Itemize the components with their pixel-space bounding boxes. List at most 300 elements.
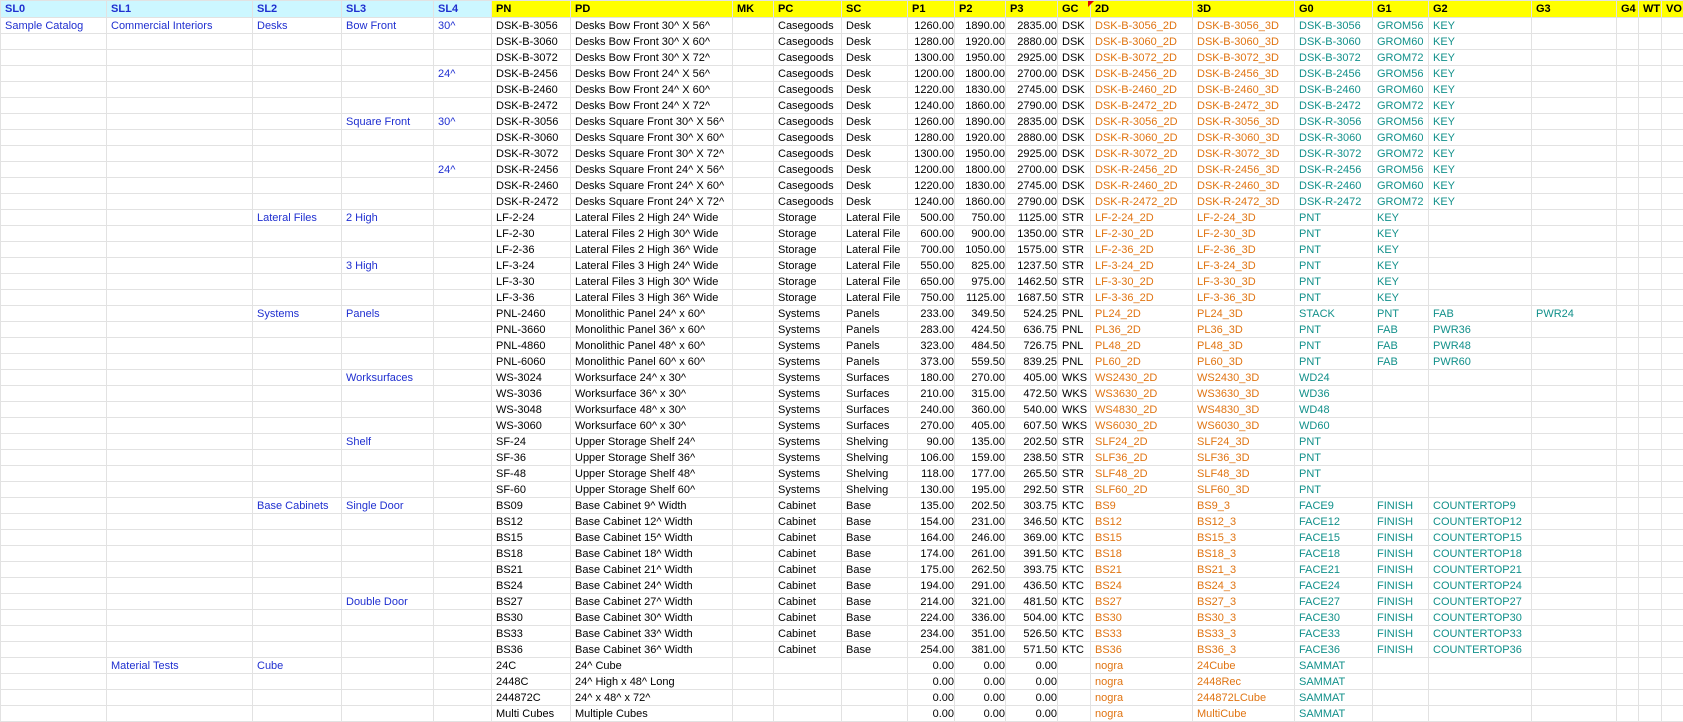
cell-wt[interactable]: [1639, 370, 1662, 386]
cell-p1[interactable]: 106.00: [908, 450, 955, 466]
cell-pn[interactable]: DSK-R-3056: [492, 114, 571, 130]
cell-mk[interactable]: [733, 162, 774, 178]
cell-2d[interactable]: DSK-B-2460_2D: [1091, 82, 1193, 98]
cell-g3[interactable]: [1532, 226, 1617, 242]
cell-sl2[interactable]: [253, 386, 342, 402]
cell-vo[interactable]: [1662, 258, 1683, 274]
cell-pn[interactable]: DSK-B-3060: [492, 34, 571, 50]
cell-sl3[interactable]: [342, 354, 434, 370]
cell-sl4[interactable]: [434, 274, 492, 290]
cell-g4[interactable]: [1617, 482, 1639, 498]
cell-p1[interactable]: 130.00: [908, 482, 955, 498]
cell-wt[interactable]: [1639, 706, 1662, 722]
cell-g3[interactable]: [1532, 290, 1617, 306]
cell-2d[interactable]: BS21: [1091, 562, 1193, 578]
cell-g0[interactable]: STACK: [1295, 306, 1373, 322]
cell-sl3[interactable]: [342, 578, 434, 594]
cell-2d[interactable]: DSK-R-3056_2D: [1091, 114, 1193, 130]
cell-pd[interactable]: Base Cabinet 24^ Width: [571, 578, 733, 594]
cell-p3[interactable]: 1575.00: [1006, 242, 1058, 258]
cell-g3[interactable]: [1532, 546, 1617, 562]
cell-wt[interactable]: [1639, 386, 1662, 402]
cell-sc[interactable]: [842, 674, 908, 690]
cell-g1[interactable]: GROM60: [1373, 82, 1429, 98]
cell-gc[interactable]: PNL: [1058, 306, 1091, 322]
cell-sl4[interactable]: [434, 626, 492, 642]
cell-p1[interactable]: 1260.00: [908, 18, 955, 34]
cell-sc[interactable]: Surfaces: [842, 386, 908, 402]
cell-sl4[interactable]: [434, 178, 492, 194]
cell-g0[interactable]: FACE33: [1295, 626, 1373, 642]
cell-g3[interactable]: [1532, 130, 1617, 146]
cell-sc[interactable]: Desk: [842, 66, 908, 82]
cell-g4[interactable]: [1617, 34, 1639, 50]
cell-g0[interactable]: DSK-B-2472: [1295, 98, 1373, 114]
cell-pd[interactable]: Desks Square Front 30^ X 56^: [571, 114, 733, 130]
cell-g1[interactable]: GROM56: [1373, 18, 1429, 34]
cell-g0[interactable]: SAMMAT: [1295, 706, 1373, 722]
cell-sl0[interactable]: [1, 594, 107, 610]
cell-sl3[interactable]: Double Door: [342, 594, 434, 610]
cell-pn[interactable]: PNL-4860: [492, 338, 571, 354]
cell-g1[interactable]: [1373, 434, 1429, 450]
cell-p2[interactable]: 1800.00: [955, 66, 1006, 82]
cell-g4[interactable]: [1617, 178, 1639, 194]
cell-p1[interactable]: 1200.00: [908, 162, 955, 178]
cell-sl4[interactable]: 30^: [434, 18, 492, 34]
cell-g0[interactable]: DSK-B-3072: [1295, 50, 1373, 66]
cell-gc[interactable]: [1058, 658, 1091, 674]
cell-sl0[interactable]: [1, 66, 107, 82]
cell-g4[interactable]: [1617, 194, 1639, 210]
cell-vo[interactable]: [1662, 594, 1683, 610]
cell-sl4[interactable]: [434, 306, 492, 322]
cell-sl0[interactable]: [1, 402, 107, 418]
cell-pc[interactable]: [774, 658, 842, 674]
cell-sl0[interactable]: [1, 386, 107, 402]
cell-p2[interactable]: 559.50: [955, 354, 1006, 370]
cell-pd[interactable]: Upper Storage Shelf 48^: [571, 466, 733, 482]
cell-sl4[interactable]: [434, 706, 492, 722]
cell-pc[interactable]: Systems: [774, 434, 842, 450]
cell-g0[interactable]: FACE27: [1295, 594, 1373, 610]
cell-sl2[interactable]: [253, 578, 342, 594]
cell-p1[interactable]: 175.00: [908, 562, 955, 578]
cell-pn[interactable]: BS30: [492, 610, 571, 626]
cell-p2[interactable]: 135.00: [955, 434, 1006, 450]
cell-sl4[interactable]: [434, 674, 492, 690]
cell-sl0[interactable]: [1, 578, 107, 594]
cell-pc[interactable]: Cabinet: [774, 642, 842, 658]
cell-sl0[interactable]: Sample Catalog: [1, 18, 107, 34]
cell-3d[interactable]: PL48_3D: [1193, 338, 1295, 354]
cell-3d[interactable]: BS15_3: [1193, 530, 1295, 546]
cell-2d[interactable]: LF-3-36_2D: [1091, 290, 1193, 306]
cell-g2[interactable]: [1429, 690, 1532, 706]
cell-2d[interactable]: SLF36_2D: [1091, 450, 1193, 466]
cell-pd[interactable]: Lateral Files 2 High 30^ Wide: [571, 226, 733, 242]
cell-g4[interactable]: [1617, 594, 1639, 610]
cell-p3[interactable]: 0.00: [1006, 706, 1058, 722]
cell-2d[interactable]: BS30: [1091, 610, 1193, 626]
cell-g4[interactable]: [1617, 370, 1639, 386]
cell-g2[interactable]: [1429, 706, 1532, 722]
cell-p2[interactable]: 825.00: [955, 258, 1006, 274]
cell-p1[interactable]: 270.00: [908, 418, 955, 434]
cell-g0[interactable]: DSK-R-3056: [1295, 114, 1373, 130]
cell-sl2[interactable]: [253, 546, 342, 562]
cell-p2[interactable]: 177.00: [955, 466, 1006, 482]
cell-mk[interactable]: [733, 610, 774, 626]
cell-sl3[interactable]: [342, 466, 434, 482]
cell-pd[interactable]: Base Cabinet 18^ Width: [571, 546, 733, 562]
cell-3d[interactable]: PL24_3D: [1193, 306, 1295, 322]
cell-mk[interactable]: [733, 354, 774, 370]
cell-gc[interactable]: STR: [1058, 210, 1091, 226]
cell-sl2[interactable]: Systems: [253, 306, 342, 322]
cell-2d[interactable]: DSK-B-3072_2D: [1091, 50, 1193, 66]
cell-pn[interactable]: SF-60: [492, 482, 571, 498]
cell-pn[interactable]: LF-3-24: [492, 258, 571, 274]
cell-sl0[interactable]: [1, 562, 107, 578]
cell-g1[interactable]: [1373, 402, 1429, 418]
cell-sl2[interactable]: [253, 338, 342, 354]
cell-sl2[interactable]: [253, 434, 342, 450]
cell-sl4[interactable]: 24^: [434, 162, 492, 178]
cell-wt[interactable]: [1639, 130, 1662, 146]
cell-2d[interactable]: WS3630_2D: [1091, 386, 1193, 402]
cell-sc[interactable]: Surfaces: [842, 418, 908, 434]
cell-sl4[interactable]: [434, 466, 492, 482]
cell-vo[interactable]: [1662, 498, 1683, 514]
cell-g1[interactable]: KEY: [1373, 274, 1429, 290]
cell-gc[interactable]: DSK: [1058, 114, 1091, 130]
cell-sl4[interactable]: [434, 386, 492, 402]
cell-g1[interactable]: [1373, 658, 1429, 674]
cell-sl3[interactable]: [342, 322, 434, 338]
cell-sc[interactable]: Desk: [842, 34, 908, 50]
cell-g4[interactable]: [1617, 82, 1639, 98]
cell-sl3[interactable]: 3 High: [342, 258, 434, 274]
cell-sl3[interactable]: [342, 562, 434, 578]
cell-pd[interactable]: Base Cabinet 36^ Width: [571, 642, 733, 658]
cell-gc[interactable]: KTC: [1058, 562, 1091, 578]
cell-mk[interactable]: [733, 210, 774, 226]
cell-g2[interactable]: KEY: [1429, 98, 1532, 114]
cell-pn[interactable]: BS21: [492, 562, 571, 578]
cell-wt[interactable]: [1639, 98, 1662, 114]
cell-sl3[interactable]: [342, 546, 434, 562]
cell-p3[interactable]: 2700.00: [1006, 66, 1058, 82]
cell-g2[interactable]: [1429, 370, 1532, 386]
cell-pc[interactable]: [774, 674, 842, 690]
cell-vo[interactable]: [1662, 482, 1683, 498]
cell-g3[interactable]: [1532, 466, 1617, 482]
cell-g4[interactable]: [1617, 290, 1639, 306]
cell-sl1[interactable]: [107, 194, 253, 210]
cell-g3[interactable]: [1532, 514, 1617, 530]
cell-2d[interactable]: DSK-B-2472_2D: [1091, 98, 1193, 114]
cell-vo[interactable]: [1662, 610, 1683, 626]
cell-gc[interactable]: [1058, 706, 1091, 722]
cell-g4[interactable]: [1617, 274, 1639, 290]
cell-pc[interactable]: Casegoods: [774, 50, 842, 66]
cell-sl2[interactable]: Desks: [253, 18, 342, 34]
cell-vo[interactable]: [1662, 642, 1683, 658]
cell-sl2[interactable]: [253, 354, 342, 370]
cell-sl4[interactable]: [434, 594, 492, 610]
cell-pd[interactable]: Desks Bow Front 24^ X 56^: [571, 66, 733, 82]
cell-pc[interactable]: Systems: [774, 402, 842, 418]
cell-p3[interactable]: 1125.00: [1006, 210, 1058, 226]
cell-p1[interactable]: 0.00: [908, 674, 955, 690]
cell-pc[interactable]: Cabinet: [774, 578, 842, 594]
cell-g1[interactable]: [1373, 466, 1429, 482]
cell-p2[interactable]: 900.00: [955, 226, 1006, 242]
cell-g4[interactable]: [1617, 18, 1639, 34]
cell-2d[interactable]: SLF60_2D: [1091, 482, 1193, 498]
cell-sl0[interactable]: [1, 370, 107, 386]
cell-3d[interactable]: 24Cube: [1193, 658, 1295, 674]
cell-g1[interactable]: [1373, 690, 1429, 706]
cell-p2[interactable]: 291.00: [955, 578, 1006, 594]
cell-sl2[interactable]: [253, 82, 342, 98]
cell-gc[interactable]: KTC: [1058, 642, 1091, 658]
cell-gc[interactable]: DSK: [1058, 34, 1091, 50]
cell-g0[interactable]: FACE30: [1295, 610, 1373, 626]
cell-sl1[interactable]: [107, 498, 253, 514]
cell-p1[interactable]: 1300.00: [908, 146, 955, 162]
cell-g1[interactable]: FINISH: [1373, 578, 1429, 594]
cell-g2[interactable]: KEY: [1429, 66, 1532, 82]
cell-pn[interactable]: LF-2-36: [492, 242, 571, 258]
cell-mk[interactable]: [733, 82, 774, 98]
cell-gc[interactable]: DSK: [1058, 130, 1091, 146]
cell-mk[interactable]: [733, 530, 774, 546]
cell-g2[interactable]: [1429, 434, 1532, 450]
cell-g0[interactable]: FACE21: [1295, 562, 1373, 578]
cell-p3[interactable]: 393.75: [1006, 562, 1058, 578]
cell-g4[interactable]: [1617, 130, 1639, 146]
cell-mk[interactable]: [733, 34, 774, 50]
cell-wt[interactable]: [1639, 194, 1662, 210]
cell-2d[interactable]: nogra: [1091, 674, 1193, 690]
column-header-p3[interactable]: P3: [1006, 1, 1058, 18]
cell-p2[interactable]: 381.00: [955, 642, 1006, 658]
cell-sl3[interactable]: [342, 146, 434, 162]
cell-pn[interactable]: DSK-R-3060: [492, 130, 571, 146]
cell-sl1[interactable]: [107, 98, 253, 114]
cell-mk[interactable]: [733, 594, 774, 610]
cell-g1[interactable]: GROM56: [1373, 162, 1429, 178]
cell-3d[interactable]: DSK-B-2472_3D: [1193, 98, 1295, 114]
cell-g3[interactable]: [1532, 498, 1617, 514]
cell-g2[interactable]: KEY: [1429, 146, 1532, 162]
cell-pc[interactable]: Casegoods: [774, 18, 842, 34]
cell-pc[interactable]: Casegoods: [774, 34, 842, 50]
cell-g0[interactable]: WD36: [1295, 386, 1373, 402]
cell-pc[interactable]: Cabinet: [774, 530, 842, 546]
cell-g0[interactable]: PNT: [1295, 434, 1373, 450]
cell-pc[interactable]: Systems: [774, 386, 842, 402]
cell-sl1[interactable]: [107, 706, 253, 722]
cell-sl1[interactable]: [107, 610, 253, 626]
cell-g4[interactable]: [1617, 514, 1639, 530]
cell-p2[interactable]: 202.50: [955, 498, 1006, 514]
cell-sl1[interactable]: [107, 226, 253, 242]
cell-sl2[interactable]: [253, 258, 342, 274]
cell-p1[interactable]: 600.00: [908, 226, 955, 242]
cell-wt[interactable]: [1639, 578, 1662, 594]
cell-sc[interactable]: Base: [842, 530, 908, 546]
cell-wt[interactable]: [1639, 210, 1662, 226]
cell-2d[interactable]: SLF48_2D: [1091, 466, 1193, 482]
cell-p3[interactable]: 2925.00: [1006, 146, 1058, 162]
cell-p1[interactable]: 1240.00: [908, 194, 955, 210]
cell-mk[interactable]: [733, 418, 774, 434]
cell-g1[interactable]: FINISH: [1373, 498, 1429, 514]
cell-g2[interactable]: COUNTERTOP33: [1429, 626, 1532, 642]
cell-p3[interactable]: 571.50: [1006, 642, 1058, 658]
cell-wt[interactable]: [1639, 50, 1662, 66]
cell-sl2[interactable]: [253, 98, 342, 114]
cell-pd[interactable]: Lateral Files 3 High 24^ Wide: [571, 258, 733, 274]
cell-sl1[interactable]: [107, 258, 253, 274]
cell-3d[interactable]: WS2430_3D: [1193, 370, 1295, 386]
cell-wt[interactable]: [1639, 434, 1662, 450]
cell-3d[interactable]: LF-3-36_3D: [1193, 290, 1295, 306]
cell-vo[interactable]: [1662, 290, 1683, 306]
cell-sl4[interactable]: [434, 562, 492, 578]
column-header-pc[interactable]: PC: [774, 1, 842, 18]
cell-sl3[interactable]: [342, 626, 434, 642]
cell-sl4[interactable]: [434, 258, 492, 274]
cell-g0[interactable]: PNT: [1295, 322, 1373, 338]
cell-sl4[interactable]: [434, 242, 492, 258]
cell-g3[interactable]: [1532, 562, 1617, 578]
cell-3d[interactable]: DSK-B-3060_3D: [1193, 34, 1295, 50]
cell-p3[interactable]: 369.00: [1006, 530, 1058, 546]
cell-p2[interactable]: 1950.00: [955, 50, 1006, 66]
cell-3d[interactable]: SLF24_3D: [1193, 434, 1295, 450]
cell-sl0[interactable]: [1, 290, 107, 306]
cell-3d[interactable]: SLF60_3D: [1193, 482, 1295, 498]
cell-sl3[interactable]: [342, 98, 434, 114]
cell-p1[interactable]: 234.00: [908, 626, 955, 642]
cell-gc[interactable]: WKS: [1058, 402, 1091, 418]
cell-sl0[interactable]: [1, 530, 107, 546]
cell-3d[interactable]: SLF36_3D: [1193, 450, 1295, 466]
cell-g4[interactable]: [1617, 418, 1639, 434]
cell-sl1[interactable]: [107, 34, 253, 50]
cell-vo[interactable]: [1662, 98, 1683, 114]
cell-mk[interactable]: [733, 690, 774, 706]
cell-p3[interactable]: 1350.00: [1006, 226, 1058, 242]
cell-pd[interactable]: Desks Square Front 30^ X 60^: [571, 130, 733, 146]
cell-3d[interactable]: DSK-R-2460_3D: [1193, 178, 1295, 194]
cell-g0[interactable]: DSK-R-2460: [1295, 178, 1373, 194]
cell-g0[interactable]: PNT: [1295, 482, 1373, 498]
cell-g0[interactable]: DSK-R-2472: [1295, 194, 1373, 210]
cell-pn[interactable]: BS24: [492, 578, 571, 594]
cell-pc[interactable]: Systems: [774, 370, 842, 386]
cell-g0[interactable]: FACE9: [1295, 498, 1373, 514]
cell-g2[interactable]: KEY: [1429, 162, 1532, 178]
cell-gc[interactable]: KTC: [1058, 610, 1091, 626]
cell-mk[interactable]: [733, 226, 774, 242]
cell-sl1[interactable]: [107, 642, 253, 658]
cell-vo[interactable]: [1662, 34, 1683, 50]
cell-sl0[interactable]: [1, 162, 107, 178]
cell-pn[interactable]: Multi Cubes: [492, 706, 571, 722]
cell-wt[interactable]: [1639, 546, 1662, 562]
cell-vo[interactable]: [1662, 530, 1683, 546]
cell-sl0[interactable]: [1, 210, 107, 226]
cell-p1[interactable]: 210.00: [908, 386, 955, 402]
cell-wt[interactable]: [1639, 690, 1662, 706]
column-header-g3[interactable]: G3: [1532, 1, 1617, 18]
cell-sc[interactable]: Base: [842, 562, 908, 578]
cell-wt[interactable]: [1639, 354, 1662, 370]
cell-vo[interactable]: [1662, 114, 1683, 130]
cell-g3[interactable]: [1532, 82, 1617, 98]
cell-2d[interactable]: LF-2-36_2D: [1091, 242, 1193, 258]
cell-sc[interactable]: Lateral File: [842, 274, 908, 290]
cell-wt[interactable]: [1639, 562, 1662, 578]
cell-sl0[interactable]: [1, 34, 107, 50]
cell-sl0[interactable]: [1, 354, 107, 370]
cell-2d[interactable]: WS6030_2D: [1091, 418, 1193, 434]
cell-g3[interactable]: [1532, 450, 1617, 466]
cell-pn[interactable]: DSK-B-3072: [492, 50, 571, 66]
cell-g1[interactable]: KEY: [1373, 210, 1429, 226]
cell-sl2[interactable]: [253, 594, 342, 610]
cell-pc[interactable]: Systems: [774, 482, 842, 498]
cell-g2[interactable]: COUNTERTOP18: [1429, 546, 1532, 562]
cell-pd[interactable]: Desks Bow Front 30^ X 72^: [571, 50, 733, 66]
cell-sl3[interactable]: Single Door: [342, 498, 434, 514]
cell-p2[interactable]: 1050.00: [955, 242, 1006, 258]
cell-sl4[interactable]: 30^: [434, 114, 492, 130]
cell-mk[interactable]: [733, 98, 774, 114]
cell-g4[interactable]: [1617, 642, 1639, 658]
cell-3d[interactable]: PL36_3D: [1193, 322, 1295, 338]
cell-p2[interactable]: 0.00: [955, 658, 1006, 674]
cell-g2[interactable]: KEY: [1429, 50, 1532, 66]
cell-g1[interactable]: [1373, 706, 1429, 722]
cell-pn[interactable]: DSK-B-2456: [492, 66, 571, 82]
cell-sl2[interactable]: [253, 482, 342, 498]
cell-sl1[interactable]: [107, 210, 253, 226]
cell-sl3[interactable]: [342, 66, 434, 82]
cell-p2[interactable]: 231.00: [955, 514, 1006, 530]
cell-g1[interactable]: [1373, 418, 1429, 434]
cell-sl0[interactable]: [1, 690, 107, 706]
cell-p1[interactable]: 224.00: [908, 610, 955, 626]
cell-sl1[interactable]: [107, 130, 253, 146]
cell-sl4[interactable]: [434, 290, 492, 306]
cell-g4[interactable]: [1617, 402, 1639, 418]
cell-sl2[interactable]: [253, 178, 342, 194]
cell-sc[interactable]: Lateral File: [842, 258, 908, 274]
cell-p1[interactable]: 1240.00: [908, 98, 955, 114]
cell-pc[interactable]: [774, 706, 842, 722]
cell-pc[interactable]: Casegoods: [774, 178, 842, 194]
cell-g2[interactable]: [1429, 482, 1532, 498]
cell-p3[interactable]: 2880.00: [1006, 34, 1058, 50]
cell-mk[interactable]: [733, 66, 774, 82]
cell-p2[interactable]: 0.00: [955, 706, 1006, 722]
